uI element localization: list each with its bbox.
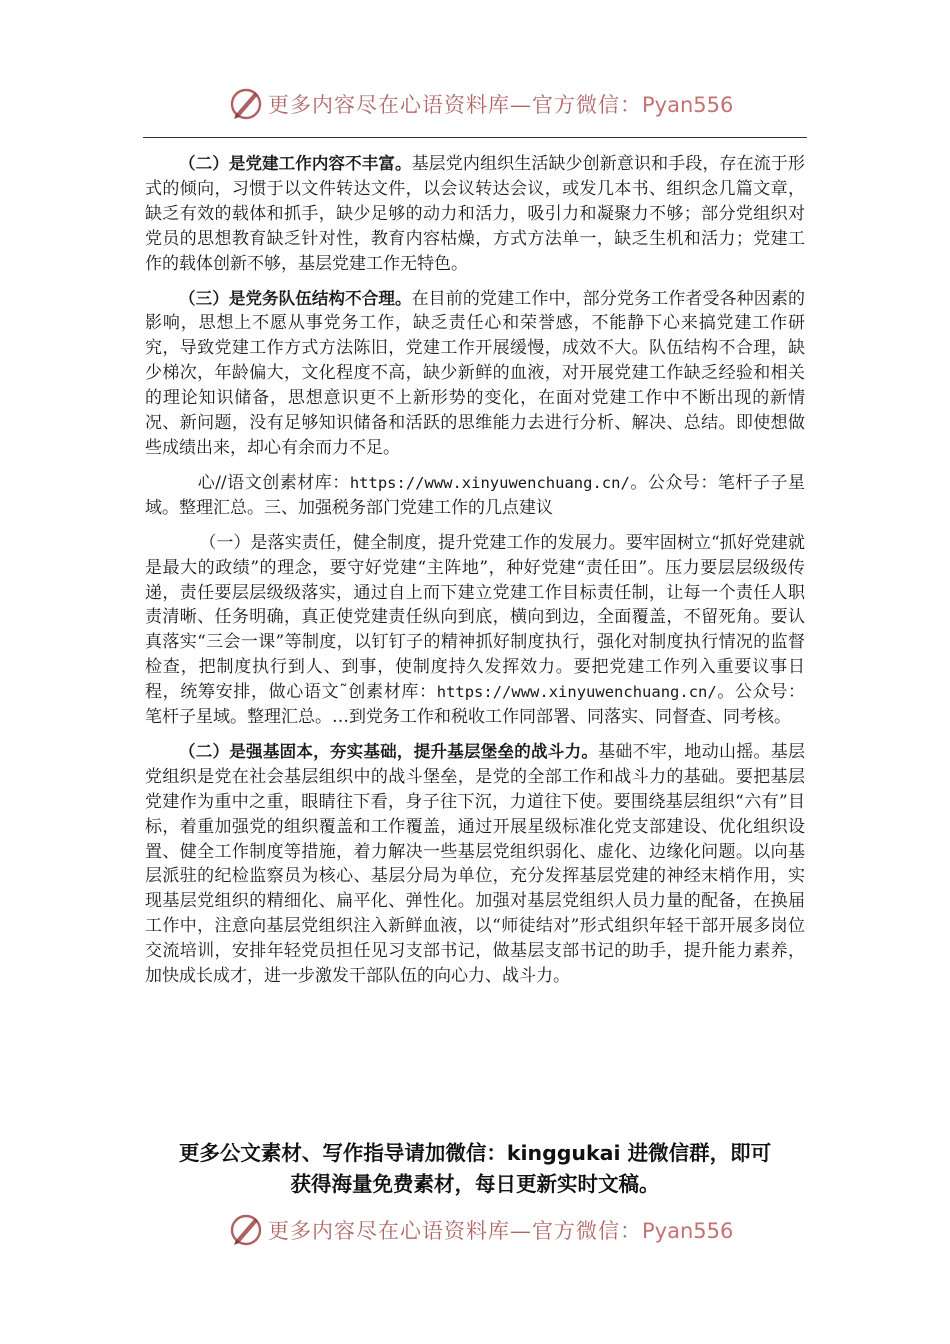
source-url: https://www.xinyuwenchuang.cn/ (349, 473, 630, 492)
paragraph-foundation (145, 740, 805, 989)
footer-brand-text: 更多内容尽在心语资料库—官方微信：Pyan556 (268, 1219, 734, 1243)
paragraph-text: 。公众号：笔杆子子星域。整理汇总。三、加强税务部门党建工作的几点建议 (145, 472, 805, 518)
brand-logo-icon (228, 86, 264, 122)
paragraph-text: （一）是落实责任，健全制度，提升党建工作的发展力。要牢固树立“抓好党建就是最大的政绩”的理念，要守好党建“主阵地”，种好党建“责任田”。压力要层层级级传递，责任要层层级级落实，通过自上而下建立党建工作目标责任制，让每一个责任人职责清晰、任务明确，真正使党建责任纵向到底，横向到边，全面覆盖，不留死角。要认真落实“三会一课”等制度，以钉钉子的精神抓好制度执行，强化对制度执行情况的监督检查，把制度执行到人、到事，使制度持久发挥效力。要把党建工作列入重要议事日程，统筹安排，做心语文˜创素材库： (145, 532, 805, 703)
paragraph-lead: （三）是党务队伍结构不合理。 (179, 288, 412, 308)
paragraph-text: 基础不牢，地动山摇。基层党组织是党在社会基层组织中的战斗堡垒，是党的全部工作和战斗力的基础。要把基层党建作为重中之重，眼睛往下看，身子往下沉，力道往下使。要围绕基层组织“六有”目标，着重加强党的组织覆盖和工作覆盖，通过开展星级标准化党支部建设、优化组织设置、健全工作制度等措施，着力解决一些基层党组织弱化、虚化、边缘化问题。以向基层派驻的纪检监察员为核心、基层分局为单位，充分发挥基层党建的神经末梢作用，实现基层党组织的精细化、扁平化、弹性化。加强对基层党组织人员力量的配备，在换届工作中，注意向基层党组织注入新鲜血液，以“师徒结对”形式组织年轻干部开展多岗位交流培训，安排年轻党员担任见习支部书记，做基层支部书记的助手，提升能力素养，加快成长成才，进一步激发干部队伍的向心力、战斗力。 (145, 741, 806, 987)
promo-line-1: 更多公文素材、写作指导请加微信：kinggukai 进微信群，即可 (178, 1141, 772, 1165)
promo-banner (100, 1138, 850, 1200)
paragraph-text: 基层党内组织生活缺少创新意识和手段，存在流于形式的倾向，习惯于以文件转达文件，以会议转达会议，或发几本书、组织念几篇文章，缺乏有效的载体和抓手，缺少足够的动力和活力，吸引力和凝聚力不够；部分党组织对党员的思想教育缺乏针对性，教育内容枯燥，方式方法单一，缺乏生机和活力；党建工作的载体创新不够，基层党建工作无特色。 (145, 154, 806, 274)
header-brand-text: 更多内容尽在心语资料库—官方微信：Pyan556 (268, 93, 734, 117)
footer-brand-wechat: Pyan556 (642, 1219, 734, 1243)
paragraph-team-issue (145, 287, 805, 461)
footer-brand (228, 1210, 733, 1250)
paragraph-lead: （二）是强基固本，夯实基础，提升基层堡垒的战斗力。 (179, 741, 599, 761)
paragraph-content-issue (145, 152, 805, 277)
paragraph-source-note (145, 471, 805, 521)
promo-line-2: 获得海量免费素材，每日更新实时文稿。 (290, 1172, 660, 1196)
source-url: https://www.xinyuwenchuang.cn/ (436, 683, 717, 702)
paragraph-responsibility (145, 531, 805, 730)
paragraph-text: 在目前的党建工作中，部分党务工作者受各种因素的影响，思想上不愿从事党务工作，缺乏责任心和荣誉感，不能静下心来搞党建工作研究，导致党建工作方式方法陈旧，党建工作开展缓慢，成效不大。队伍结构不合理，缺少梯次，年龄偏大，文化程度不高，缺少新鲜的血液，对开展党建工作缺乏经验和相关的理论知识储备，思想意识更不上新形势的变化，在面对党建工作中不断出现的新情况、新问题，没有足够知识储备和活跃的思维能力去进行分析、解决、总结。即使想做些成绩出来，却心有余而力不足。 (145, 288, 806, 458)
document-body (145, 152, 805, 999)
paragraph-text: 心//语文创素材库： (197, 472, 350, 493)
brand-logo-icon (228, 1212, 264, 1248)
header-brand-wechat: Pyan556 (642, 93, 734, 117)
header-brand (228, 84, 733, 124)
paragraph-lead: （二）是党建工作内容不丰富。 (179, 154, 412, 173)
paragraph-text: 。公众号：笔杆子星域。整理汇总。…到党务工作和税收工作同部署、同落实、同督查、同考核。 (145, 682, 806, 728)
header-divider (143, 137, 807, 138)
